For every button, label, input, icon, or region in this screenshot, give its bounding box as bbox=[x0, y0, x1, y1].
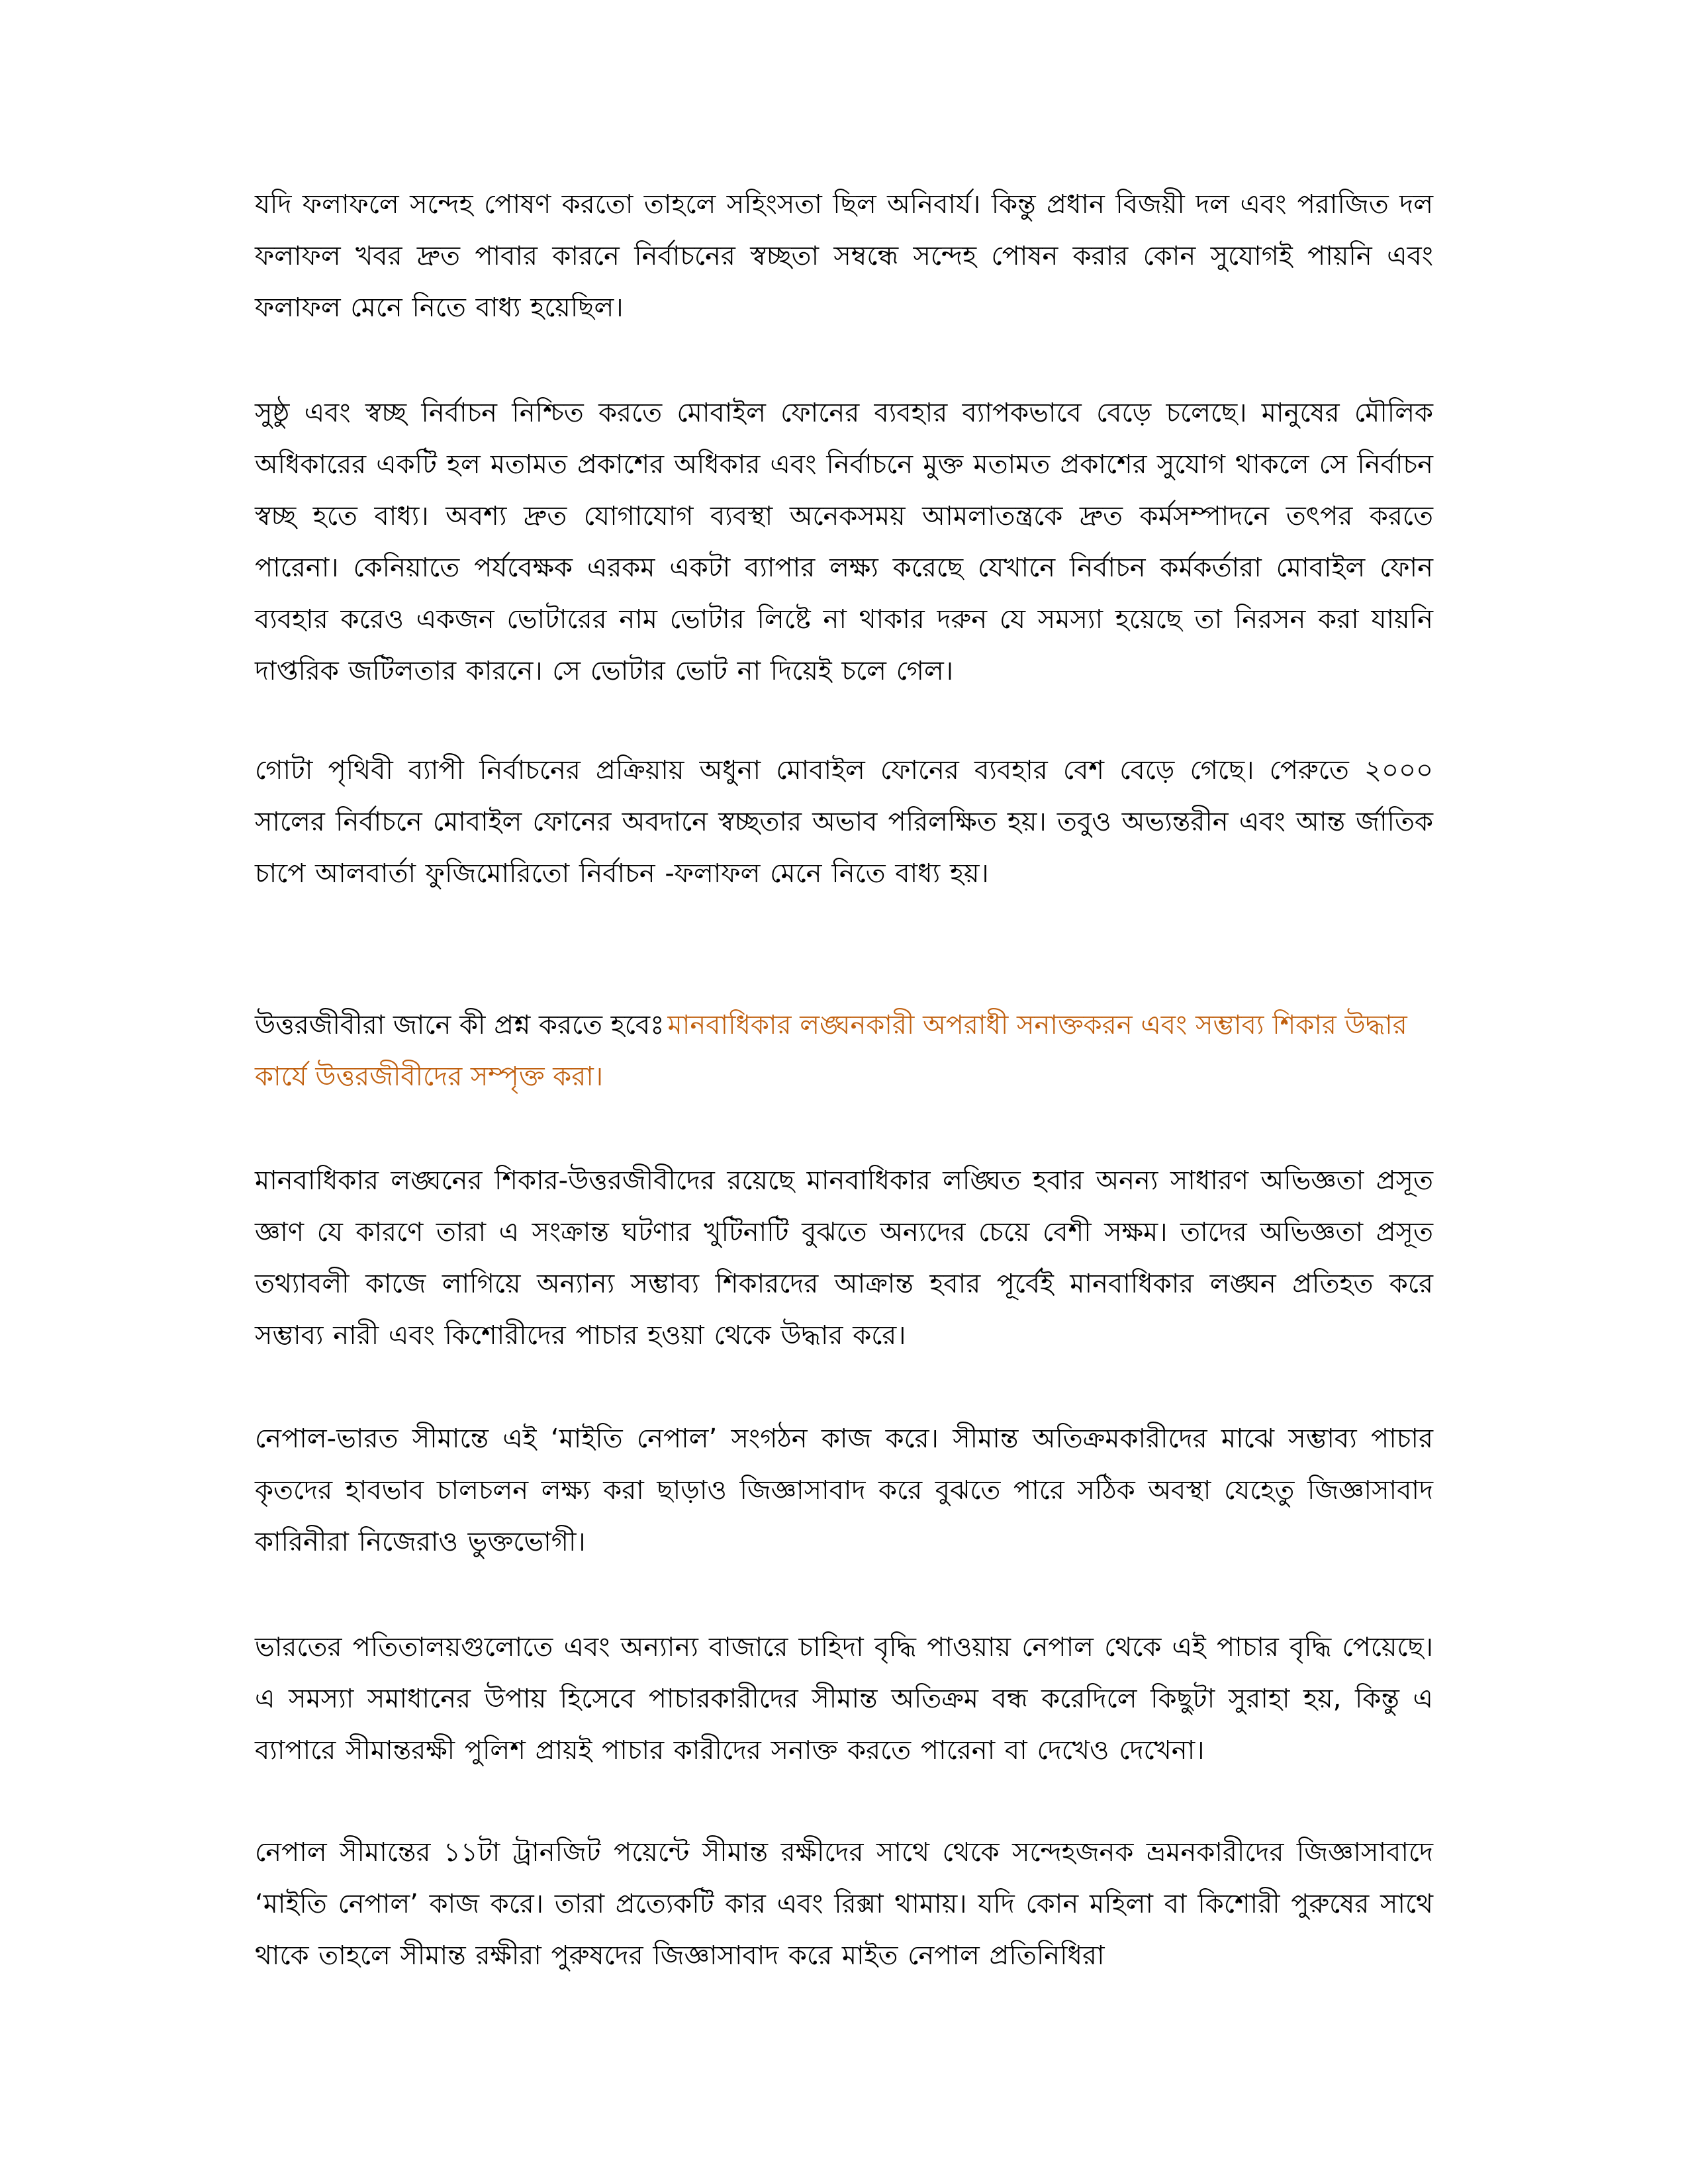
paragraph-trafficking-growth: ভারতের পতিতালয়গুলোতে এবং অন্যান্য বাজারে চাহিদা বৃদ্ধি পাওয়ায় নেপাল থেকে এই পাচার বৃদ্ধি পেয়েছে। এ সমস্যা সমাধানের উপায় হিসেবে পাচারকারীদের সীমান্ত অতিক্রম বন্ধ করেদিলে কিছুটা সুরাহা হয়, কিন্তু এ ব্যাপারে সীমান্তরক্ষী পুলিশ প্রায়ই পাচার কারীদের সনাক্ত করতে পারেনা বা দেখেও দেখেনা। bbox=[255, 1632, 1433, 1766]
section-heading-text: মানবাধিকার লঙ্ঘনকারী অপরাধী সনাক্তকরন এবং সম্ভাব্য শিকার উদ্ধার কার্যে উত্তরজীবীদের সম্পৃক্ত করা। bbox=[255, 1010, 1407, 1092]
paragraph-transit-points: নেপাল সীমান্তের ১১টা ট্রানজিট পয়েন্টে সীমান্ত রক্ষীদের সাথে থেকে সন্দেহজনক ভ্রমনকারীদের জিজ্ঞাসাবাদে ‘মাইতি নেপাল’ কাজ করে। তারা প্রত্যেকটি কার এবং রিক্সা থামায়। যদি কোন মহিলা বা কিশোরী পুরুষের সাথে থাকে তাহলে সীমান্ত রক্ষীরা পুরুষদের জিজ্ঞাসাবাদ করে মাইত নেপাল প্রতিনিধিরা bbox=[255, 1837, 1433, 1971]
paragraph-survivor-experience: মানবাধিকার লঙ্ঘনের শিকার-উত্তরজীবীদের রয়েছে মানবাধিকার লঙ্ঘিত হবার অনন্য সাধারণ অভিজ্ঞতা প্রসূত জ্ঞাণ যে কারণে তারা এ সংক্রান্ত ঘটণার খুটিনাটি বুঝতে অন্যদের চেয়ে বেশী সক্ষম। তাদের অভিজ্ঞতা প্রসূত তথ্যাবলী কাজে লাগিয়ে অন্যান্য সম্ভাব্য শিকারদের আক্রান্ত হবার পূর্বেই মানবাধিকার লঙ্ঘন প্রতিহত করে সম্ভাব্য নারী এবং কিশোরীদের পাচার হওয়া থেকে উদ্ধার করে। bbox=[255, 1165, 1433, 1351]
section-heading-label: উত্তরজীবীরা জানে কী প্রশ্ন করতে হবেঃ bbox=[255, 1010, 665, 1040]
paragraph-mobile-phone-elections: সুষ্ঠু এবং স্বচ্ছ নির্বাচন নিশ্চিত করতে মোবাইল ফোনের ব্যবহার ব্যাপকভাবে বেড়ে চলেছে। মানুষের মৌলিক অধিকারের একটি হল মতামত প্রকাশের অধিকার এবং নির্বাচনে মুক্ত মতামত প্রকাশের সুযোগ থাকলে সে নির্বাচন স্বচ্ছ হতে বাধ্য। অবশ্য দ্রুত যোগাযোগ ব্যবস্থা অনেকসময় আমলাতন্ত্রকে দ্রুত কর্মসম্পাদনে তৎপর করতে পারেনা। কেনিয়াতে পর্যবেক্ষক এরকম একটা ব্যাপার লক্ষ্য করেছে যেখানে নির্বাচন কর্মকর্তারা মোবাইল ফোন ব্যবহার করেও একজন ভোটারের নাম ভোটার লিষ্টে না থাকার দরুন যে সমস্যা হয়েছে তা নিরসন করা যায়নি দাপ্তরিক জটিলতার কারনে। সে ভোটার ভোট না দিয়েই চলে গেল। bbox=[255, 398, 1433, 686]
paragraph-maiti-nepal-border: নেপাল-ভারত সীমান্তে এই ‘মাইতি নেপাল’ সংগঠন কাজ করে। সীমান্ত অতিক্রমকারীদের মাঝে সম্ভাব্য পাচার কৃতদের হাবভাব চালচলন লক্ষ্য করা ছাড়াও জিজ্ঞাসাবাদ করে বুঝতে পারে সঠিক অবস্থা যেহেতু জিজ্ঞাসাবাদ কারিনীরা নিজেরাও ভুক্তভোগী। bbox=[255, 1424, 1433, 1557]
paragraph-election-results: যদি ফলাফলে সন্দেহ পোষণ করতো তাহলে সহিংসতা ছিল অনিবার্য। কিন্তু প্রধান বিজয়ী দল এবং পরাজিত দল ফলাফল খবর দ্রুত পাবার কারনে নির্বাচনের স্বচ্ছতা সম্বন্ধে সন্দেহ পোষন করার কোন সুযোগই পায়নি এবং ফলাফল মেনে নিতে বাধ্য হয়েছিল। bbox=[255, 189, 1433, 323]
section-heading bbox=[255, 999, 1433, 1103]
paragraph-worldwide-elections: গোটা পৃথিবী ব্যাপী নির্বাচনের প্রক্রিয়ায় অধুনা মোবাইল ফোনের ব্যবহার বেশ বেড়ে গেছে। পেরুতে ২০০০ সালের নির্বাচনে মোবাইল ফোনের অবদানে স্বচ্ছতার অভাব পরিলক্ষিত হয়। তবুও অভ্যন্তরীন এবং আন্ত র্জাতিক চাপে আলবার্তা ফুজিমোরিতো নির্বাচন -ফলাফল মেনে নিতে বাধ্য হয়। bbox=[255, 755, 1433, 889]
